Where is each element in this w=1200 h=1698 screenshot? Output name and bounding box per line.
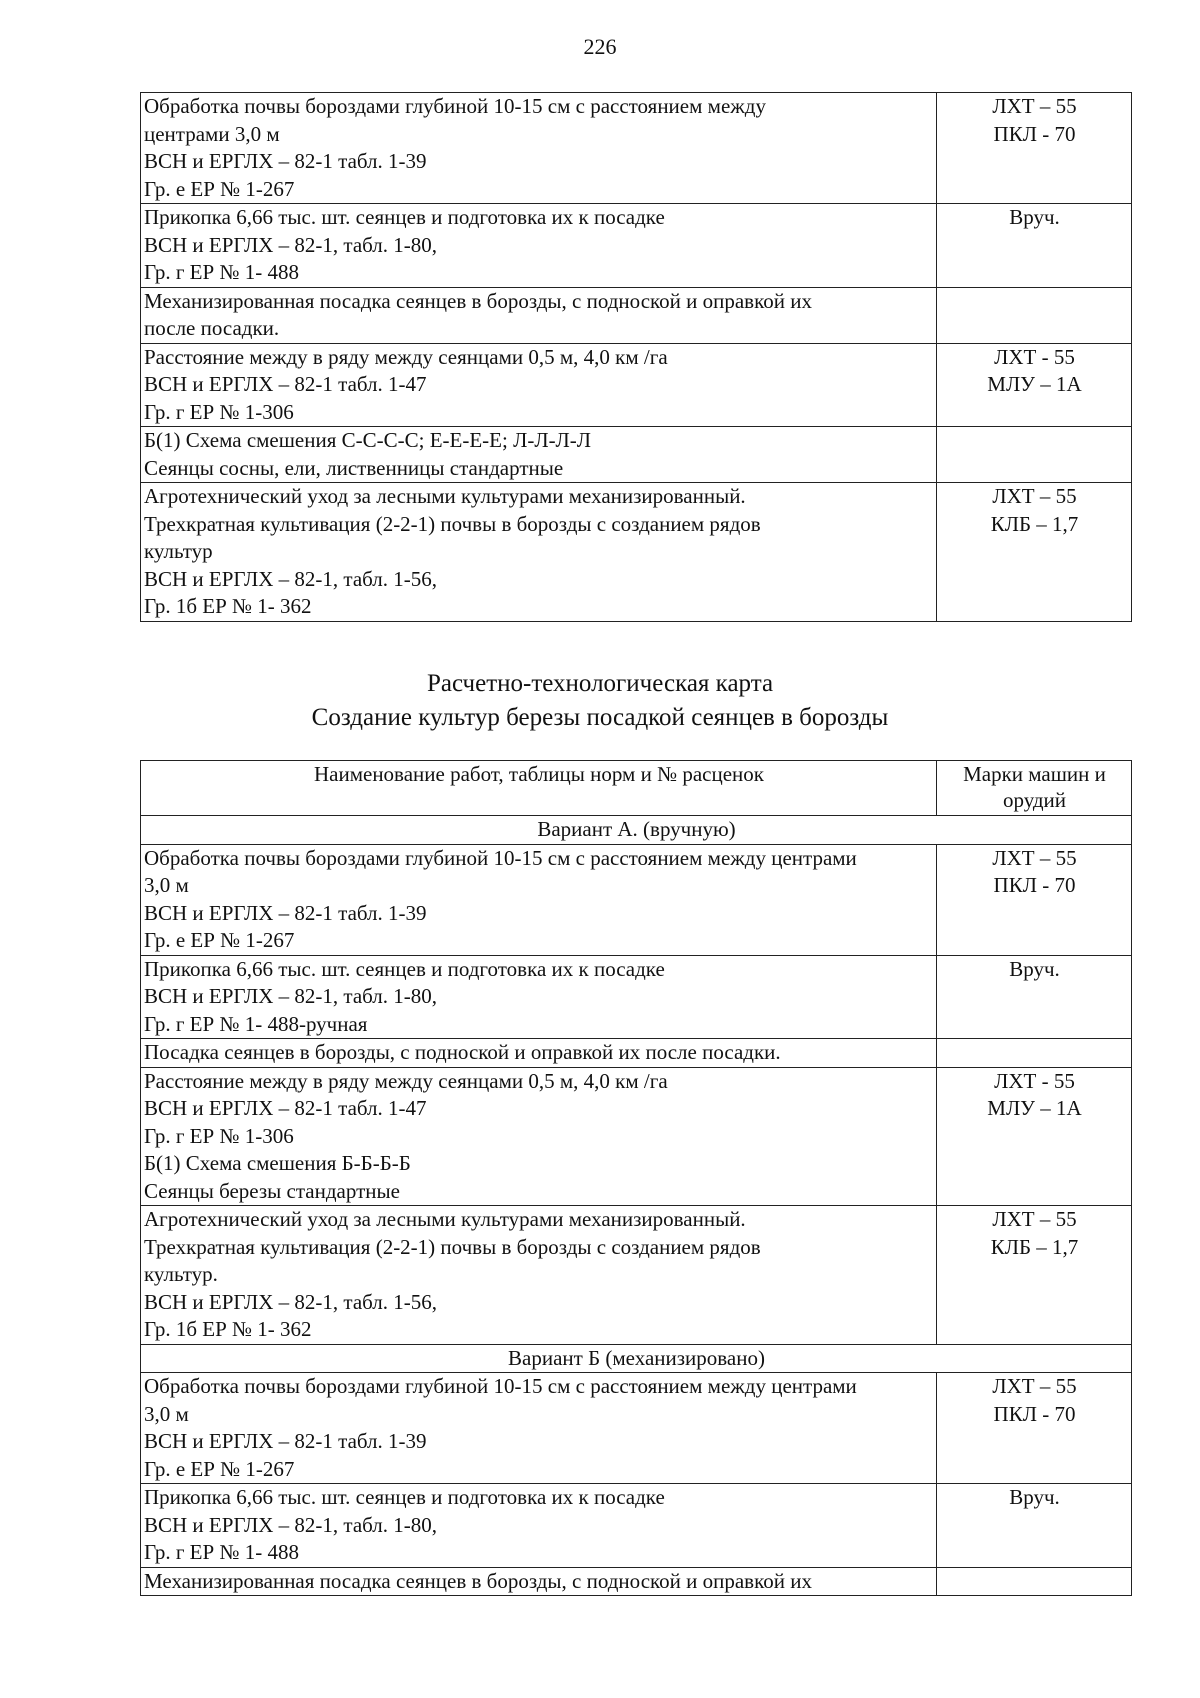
work-description-cell: [141, 844, 937, 955]
map-title-line-2: Создание культур березы посадкой сеянцев в борозды: [311, 704, 889, 731]
machines-cell: [937, 427, 1132, 483]
work-description-cell: [141, 1206, 937, 1345]
table-row: [141, 343, 1132, 427]
work-description-line: Гр. г ЕР № 1-306: [144, 399, 294, 424]
work-description-line: после посадки.: [144, 316, 280, 340]
machine-mark: ЛХТ – 55: [992, 1374, 1077, 1398]
work-description-cell: [141, 1039, 937, 1068]
work-description-cell: [141, 1373, 937, 1484]
header-machines-line: Марки машин и: [963, 762, 1106, 786]
table-header: [141, 761, 1132, 816]
work-description-line: Сеянцы березы стандартные: [144, 1178, 400, 1203]
machine-mark: МЛУ – 1А: [987, 372, 1082, 396]
machine-mark: ЛХТ - 55: [994, 344, 1075, 369]
work-description-cell: [141, 1567, 937, 1596]
table-row: [141, 1373, 1132, 1484]
map-title-line-1: Расчетно-технологическая карта: [426, 670, 774, 697]
header-machines-line: орудий: [1002, 788, 1067, 812]
machine-mark: ЛХТ – 55: [992, 845, 1077, 870]
work-description-line: Гр. е ЕР № 1-267: [144, 1456, 295, 1481]
machines-cell: [937, 1206, 1132, 1345]
work-description-line: Расстояние между в ряду между сеянцами 0,5 м, 4,0 км /га: [144, 1068, 668, 1093]
work-description-line: Гр. г ЕР № 1- 488: [144, 1540, 299, 1564]
machines-cell: [937, 1067, 1132, 1206]
machines-cell: [937, 483, 1132, 622]
work-description-line: Обработка почвы бороздами глубиной 10-15 см с расстоянием между: [144, 94, 766, 118]
machine-mark: ЛХТ – 55: [992, 484, 1077, 508]
work-description-line: Прикопка 6,66 тыс. шт. сеянцев и подготовка их к посадке: [144, 1485, 665, 1509]
work-description-line: ВСН и ЕРГЛХ – 82-1 табл. 1-39: [144, 900, 427, 925]
machine-mark: ПКЛ - 70: [993, 121, 1076, 146]
work-description-cell: [141, 343, 937, 427]
table-row: [141, 955, 1132, 1039]
continuation-table: [140, 92, 1132, 622]
machine-mark: МЛУ – 1А: [987, 1096, 1082, 1120]
technological-map-table: [140, 760, 1132, 1596]
work-description-line: ВСН и ЕРГЛХ – 82-1 табл. 1-47: [144, 1096, 427, 1120]
work-description-line: Расстояние между в ряду между сеянцами 0,5 м, 4,0 км /га: [144, 344, 668, 369]
work-description-line: ВСН и ЕРГЛХ – 82-1 табл. 1-39: [144, 149, 427, 173]
work-description-line: Механизированная посадка сеянцев в борозды, с подноской и оправкой их: [144, 288, 812, 313]
machines-cell: [937, 287, 1132, 343]
work-description-line: культур: [144, 539, 213, 563]
work-description-line: Трехкратная культивация (2-2-1) почвы в борозды с созданием рядов: [144, 1234, 761, 1259]
work-description-line: Сеянцы сосны, ели, лиственницы стандартные: [144, 455, 564, 480]
map-title: [0, 667, 1200, 735]
work-description-line: ВСН и ЕРГЛХ – 82-1, табл. 1-80,: [144, 1512, 438, 1537]
work-description-line: ВСН и ЕРГЛХ – 82-1, табл. 1-80,: [144, 232, 438, 257]
table-row: [141, 427, 1132, 483]
table-row: [141, 93, 1132, 204]
work-description-cell: [141, 427, 937, 483]
work-description-cell: [141, 204, 937, 288]
work-description-cell: [141, 955, 937, 1039]
machines-cell: [937, 1373, 1132, 1484]
machine-mark: КЛБ – 1,7: [990, 511, 1079, 536]
table-row: [141, 1039, 1132, 1068]
work-description-line: Агротехнический уход за лесными культурами механизированный.: [144, 484, 746, 508]
table-row: [141, 1484, 1132, 1568]
table-row: [141, 1206, 1132, 1345]
machine-mark: ПКЛ - 70: [993, 1401, 1076, 1426]
work-description-cell: [141, 93, 937, 204]
machines-cell: [937, 1484, 1132, 1568]
table-row: [141, 844, 1132, 955]
work-description-line: Обработка почвы бороздами глубиной 10-15 см с расстоянием между центрами: [144, 1374, 857, 1398]
table-row: [141, 483, 1132, 622]
work-description-line: Гр. е ЕР № 1-267: [144, 928, 295, 952]
work-description-cell: [141, 483, 937, 622]
work-description-line: 3,0 м: [144, 1401, 189, 1426]
page-number: 226: [583, 34, 617, 59]
work-description-line: Посадка сеянцев в борозды, с подноской и оправкой их после посадки.: [144, 1040, 781, 1064]
work-description-line: Прикопка 6,66 тыс. шт. сеянцев и подготовка их к посадке: [144, 205, 665, 229]
machines-cell: [937, 1039, 1132, 1068]
work-description-line: Трехкратная культивация (2-2-1) почвы в борозды с созданием рядов: [144, 511, 761, 536]
work-description-line: Б(1) Схема смешения Б-Б-Б-Б: [144, 1151, 411, 1175]
table-row: [141, 1067, 1132, 1206]
work-description-line: ВСН и ЕРГЛХ – 82-1, табл. 1-56,: [144, 1289, 438, 1314]
work-description-cell: [141, 287, 937, 343]
work-description-line: Гр. г ЕР № 1- 488-ручная: [144, 1011, 368, 1036]
work-description-line: ВСН и ЕРГЛХ – 82-1 табл. 1-47: [144, 372, 427, 396]
continuation-table-body: [141, 93, 1132, 622]
variant-heading: Вариант А. (вручную): [141, 816, 1132, 845]
machine-mark: ЛХТ – 55: [992, 1207, 1077, 1231]
variant-row: [141, 1344, 1132, 1373]
machines-cell: [937, 204, 1132, 288]
work-description-line: ВСН и ЕРГЛХ – 82-1, табл. 1-80,: [144, 984, 438, 1008]
work-description-line: Гр. 1б ЕР № 1- 362: [144, 1317, 312, 1341]
table-row: [141, 1567, 1132, 1596]
machine-mark: ЛХТ - 55: [994, 1068, 1075, 1093]
work-description-line: Гр. г ЕР № 1- 488: [144, 260, 299, 284]
machine-mark: Вруч.: [1009, 1485, 1060, 1509]
header-machines-column: [937, 761, 1132, 816]
variant-row: [141, 816, 1132, 845]
work-description-line: Обработка почвы бороздами глубиной 10-15 см с расстоянием между центрами: [144, 845, 857, 870]
work-description-line: 3,0 м: [144, 873, 189, 897]
machines-cell: [937, 1567, 1132, 1596]
work-description-cell: [141, 1067, 937, 1206]
work-description-line: Агротехнический уход за лесными культурами механизированный.: [144, 1207, 746, 1231]
work-description-line: Гр. г ЕР № 1-306: [144, 1123, 294, 1148]
machines-cell: [937, 93, 1132, 204]
header-work-column: Наименование работ, таблицы норм и № расценок: [141, 761, 937, 816]
variant-heading: Вариант Б (механизировано): [141, 1344, 1132, 1373]
technological-map-table-body: [141, 816, 1132, 1596]
work-description-line: Б(1) Схема смешения С-С-С-С; Е-Е-Е-Е; Л-Л-Л-Л: [144, 428, 592, 452]
machines-cell: [937, 343, 1132, 427]
work-description-cell: [141, 1484, 937, 1568]
work-description-line: ВСН и ЕРГЛХ – 82-1 табл. 1-39: [144, 1429, 427, 1453]
machines-cell: [937, 955, 1132, 1039]
machines-cell: [937, 844, 1132, 955]
table-row: [141, 287, 1132, 343]
machine-mark: Вруч.: [1009, 956, 1060, 981]
work-description-line: Механизированная посадка сеянцев в борозды, с подноской и оправкой их: [144, 1568, 812, 1593]
machine-mark: ЛХТ – 55: [992, 94, 1077, 118]
work-description-line: Гр. е ЕР № 1-267: [144, 176, 295, 201]
table-header-row: [141, 761, 1132, 816]
work-description-line: Прикопка 6,66 тыс. шт. сеянцев и подготовка их к посадке: [144, 956, 665, 981]
work-description-line: центрами 3,0 м: [144, 121, 280, 146]
machine-mark: ПКЛ - 70: [993, 873, 1076, 897]
work-description-line: ВСН и ЕРГЛХ – 82-1, табл. 1-56,: [144, 566, 438, 591]
work-description-line: Гр. 1б ЕР № 1- 362: [144, 594, 312, 618]
machine-mark: Вруч.: [1009, 205, 1060, 229]
machine-mark: КЛБ – 1,7: [990, 1234, 1079, 1259]
work-description-line: культур.: [144, 1262, 218, 1286]
table-row: [141, 204, 1132, 288]
